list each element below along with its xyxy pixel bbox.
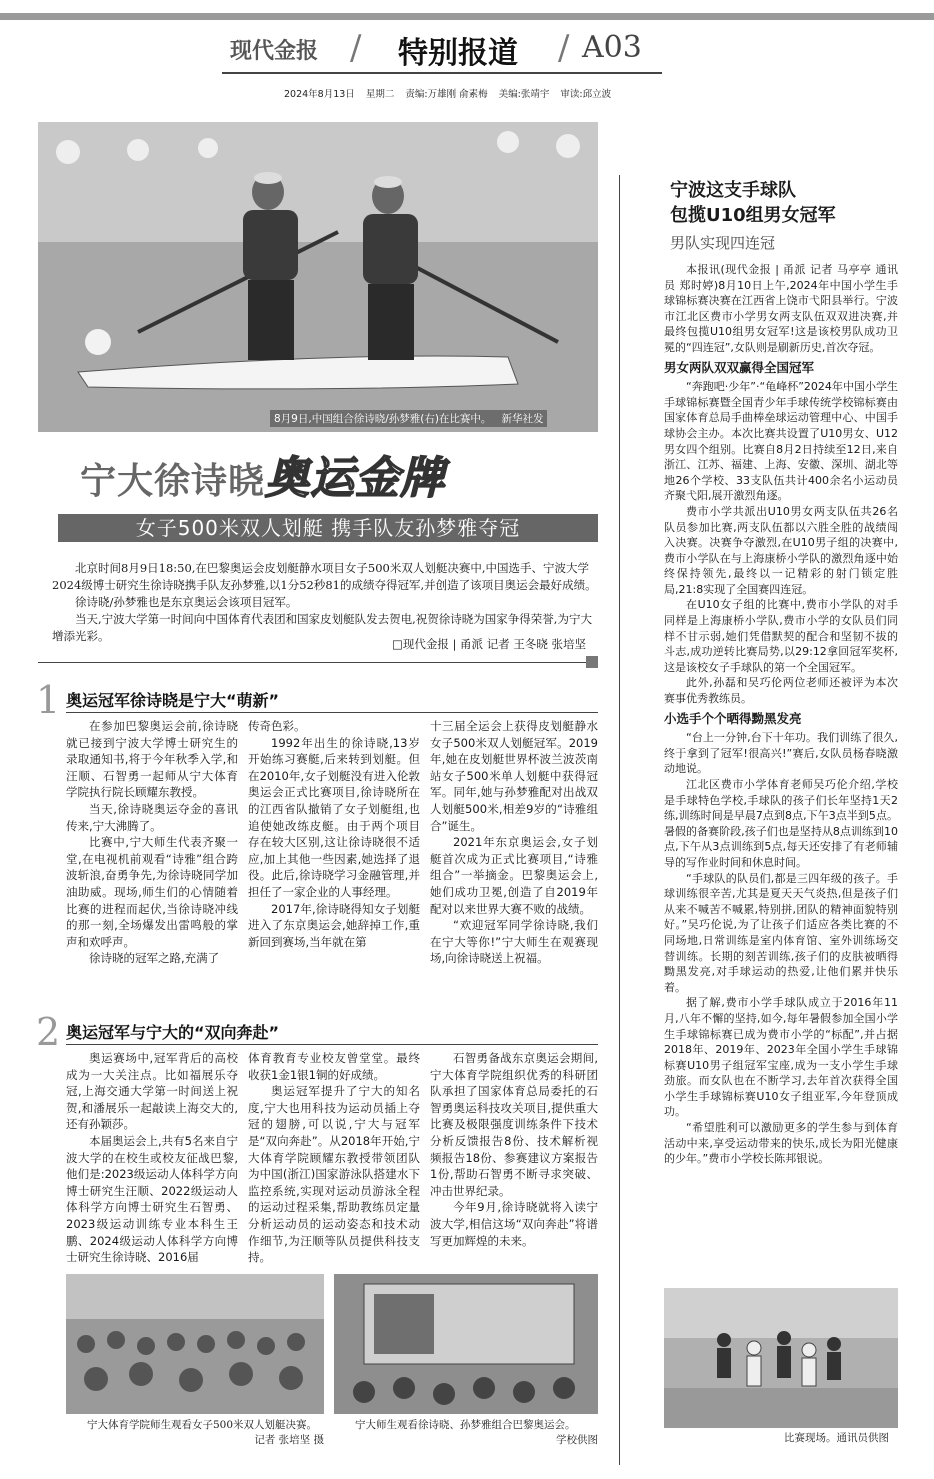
lead-paragraphs [52, 560, 600, 645]
viewing-illustration [334, 1274, 598, 1414]
section-name: 特别报道 [398, 36, 518, 71]
right-story-body [664, 262, 898, 1167]
right-story-title [670, 178, 836, 228]
paragraph: “台上一分钟,台下十年功。我们训练了很久,终于拿到了冠军!很高兴!”赛后,女队员杨春晓激动地说。 [664, 731, 898, 776]
headline-part2: 奥运金牌 [265, 453, 446, 504]
viewing-photo [334, 1274, 598, 1414]
paragraph: “欢迎冠军同学徐诗晓,我们在宁大等你!”宁大师生在观赛现场,向徐诗晓送上祝福。 [430, 918, 598, 966]
section1-column-3 [430, 718, 598, 967]
paragraph: 在U10女子组的比赛中,费市小学队的对手同样是上海康桥小学队,费市小学的女队员们同样不甘示弱,她们凭借默契的配合和坚韧不拔的斗志,成功逆转比赛局势,以29:12拿回冠军奖杯,这是该校女子手球队的第一个全国冠军。 [664, 598, 898, 674]
masthead-rule [222, 72, 662, 74]
paragraph: 在参加巴黎奥运会前,徐诗晓就已接到宁波大学博士研究生的录取通知书,将于今年秋季入学,和汪顺、石智勇一起师从宁大体育学院执行院长顾耀东教授。 [66, 719, 238, 800]
masthead [222, 28, 662, 72]
issue-weekday: 星期二 [365, 89, 395, 100]
paragraph: 2021年东京奥运会,女子划艇首次成为正式比赛项目,“诗雅组合”一举摘金。巴黎奥运会上,她们成功卫冕,创造了自2019年配对以来世界大赛不败的战绩。 [430, 835, 598, 916]
headline [80, 442, 445, 506]
audience-illustration [66, 1274, 324, 1414]
caption-text: 8月9日,中国组合徐诗晓/孙梦雅(右)在比赛中。 [274, 413, 492, 425]
top-bar [0, 13, 934, 20]
lead-paragraph: 当天,宁波大学第一时间向中国体育代表团和国家皮划艇队发去贺电,祝贺徐诗晓为国家争得荣誉,为宁大增添光彩。 [52, 612, 592, 643]
paragraph: 传奇色彩。 [248, 719, 306, 733]
title-line: 包揽U10组男女冠军 [670, 205, 836, 226]
title-line: 宁波这支手球队 [670, 180, 796, 201]
paragraph: 费市小学共派出U10男女两支队伍共26名队员参加比赛,两支队伍都以六胜全胜的战绩闯入决赛。决赛争夺激烈,在U10男子组的决赛中,费市小学队在与上海康桥小学队的激烈角逐中始终保持领先,最终以一记精彩的射门锁定胜局,21:8实现了全国赛四连冠。 [664, 504, 898, 596]
section2-column-3 [430, 1050, 598, 1249]
paragraph: 据了解,费市小学手球队成立于2016年11月,八年不懈的坚持,如今,每年暑假参加全国小学生手球锦标赛已成为费市小学的“标配”,并占据2018年、2019年、2023年全国小学生手球锦标赛U10男子组冠军宝座,成为一支小学生手球劲旅。而女队也在不断学习,去年首次获得全国小学生手球锦标赛U10女子组亚军,今年登顶成功。 [664, 996, 898, 1119]
designer: 美编:张靖宇 [498, 89, 550, 100]
subheading: 小选手个个晒得黝黑发亮 [664, 710, 802, 726]
section-rule [66, 1044, 598, 1045]
handball-photo-caption: 比赛现场。通讯员供图 [784, 1432, 889, 1444]
page-number: A03 [582, 30, 642, 65]
photo-credit: 学校供图 [556, 1434, 598, 1446]
paragraph: 奥运赛场中,冠军背后的高校成为一大关注点。比如福展乐夺冠,上海交通大学第一时间送上祝贺,和潘展乐一起敲读上海交大的,还有孙颖莎。 [66, 1051, 238, 1132]
section-title: 奥运冠军与宁大的“双向奔赴” [66, 1023, 280, 1042]
paragraph: 石智勇备战东京奥运会期间,宁大体育学院组织优秀的科研团队承担了国家体育总局委托的石智勇奥运科技攻关项目,提供重大比赛及极限强度训练条件下技术分析反馈报告8份、技术解析视频报告18份、参赛建议方案报告1份,帮助石智勇不断寻求突破、冲击世界纪录。 [430, 1051, 598, 1198]
right-photo-caption [334, 1418, 598, 1448]
right-story-subtitle: 男队实现四连冠 [670, 234, 776, 252]
paragraph: 1992年出生的徐诗晓,13岁开始练习赛艇,后来转到划艇。但在2010年,女子划艇没有进入伦敦奥运会正式比赛项目,徐诗晓所在的江西省队撤销了女子划艇组,也追使她改练皮艇。由于两个项目存在较大区别,这让徐诗晓很不适应,加上其他一些因素,她选择了退役。此后,徐诗晓学习金融管理,并担任了一家企业的人事经理。 [248, 735, 420, 899]
paragraph: “奔跑吧·少年”·“龟峰杯”2024年中国小学生手球锦标赛暨全国青少年手球传统学校锦标赛由国家体育总局手曲棒垒球运动管理中心、中国手球协会主办。本次比赛共设置了U10男女、U12男女四个组别。比赛自8月2日持续至12日,来自浙江、江苏、福建、上海、安徽、深圳、湖北等地26个学校、33支队伍共计400余名小运动员齐聚弋阳,展开激烈角逐。 [664, 380, 898, 503]
dateline [284, 86, 664, 100]
section2-column-1 [66, 1050, 238, 1266]
main-photo-caption [270, 410, 547, 427]
paragraph: 徐诗晓的冠军之路,充满了 [89, 951, 220, 966]
paragraph: 十三届全运会上获得皮划艇静水女子500米双人划艇冠军。2019年,她在皮划艇世界杯波兰波茨南站女子500米单人划艇中获得冠军。同年,她与孙梦雅配对出战双人划艇500米,相差9岁的“诗雅组合”诞生。 [430, 719, 598, 833]
paragraph: 此外,孙磊和吴巧伦两位老师还被评为本次赛事优秀教练员。 [664, 676, 898, 706]
section2-column-2 [248, 1050, 420, 1266]
paragraph: 比赛中,宁大师生代表齐聚一堂,在电视机前观看“诗雅”组合跨波斩浪,奋勇争先,为徐诗晓同学加油助威。现场,师生们的心情随着比赛的进程而起伏,当徐诗晓冲线的那一刻,全场爆发出雷鸣般的掌声和欢呼声。 [66, 835, 238, 949]
paragraph: 本报讯(现代金报 | 甬派 记者 马亭亭 通讯员 郑时婷)8月10日上午,2024年中国小学生手球锦标赛决赛在江西省上饶市弋阳县举行。宁波市江北区费市小学男女两支队伍双双进决赛,并最终包揽U10组男女冠军!这是该校男队成功卫冕的“四连冠”,女队则是刷新历史,首次夺冠。 [664, 263, 898, 354]
paragraph: 当天,徐诗晓奥运夺金的喜讯传来,宁大沸腾了。 [66, 801, 238, 833]
paragraph: 2017年,徐诗晓得知女子划艇进入了东京奥运会,她辞掉工作,重新回到赛场,当年就在第 [248, 901, 420, 949]
masthead-divider: / [350, 28, 362, 68]
photo-credit: 记者 张培坚 摄 [254, 1434, 324, 1446]
byline: □现代金报 | 甬派 记者 王冬晓 张培坚 [392, 637, 587, 651]
paragraph: 奥运冠军提升了宁大的知名度,宁大也用科技为运动员插上夺冠的翅膀,可以说,宁大与冠军是“双向奔赴”。从2018年开始,宁大体育学院顾耀东教授带领团队为中国(浙江)国家游泳队搭建水下监控系统,实现对运动员游泳全程的运动过程采集,帮助教练员定量分析运动员的运动姿态和技术动作细节,为汪顺等队员提供科技支持。 [248, 1084, 420, 1265]
paragraph: 江北区费市小学体育老师吴巧伦介绍,学校是手球特色学校,手球队的孩子们长年坚持1天2练,训练时间是早晨7点到8点,下午3点半到5点。暑假的备赛阶段,孩子们也是坚持从8点训练到10点,下午从3点训练到5点,每天还安排了有老师辅导的写作业时间和休息时间。 [664, 778, 898, 869]
paragraph: “希望胜利可以激励更多的学生参与到体育活动中来,享受运动带来的快乐,成长为阳光健康的少年。”费市小学校长陈邦银说。 [664, 1121, 898, 1166]
divider [38, 662, 598, 663]
photo-credit: 新华社发 [501, 413, 544, 425]
section-title: 奥运冠军徐诗晓是宁大“萌新” [66, 691, 280, 710]
proofreader: 审读:邱立波 [560, 89, 612, 100]
caption-text: 宁大师生观看徐诗晓、孙梦雅组合巴黎奥运会。 [355, 1419, 576, 1431]
paragraph: 今年9月,徐诗晓就将入读宁波大学,相信这场“双向奔赴”将谱写更加辉煌的未来。 [430, 1200, 598, 1248]
issue-date: 2024年8月13日 [284, 89, 355, 100]
section-rule [66, 712, 598, 713]
column-rule [619, 175, 620, 1465]
divider-box [586, 656, 598, 668]
section-number: 2 [36, 1010, 61, 1054]
subheadline: 女子500米双人划艇 携手队友孙梦雅夺冠 [58, 514, 598, 542]
paragraph: 本届奥运会上,共有5名来自宁波大学的在校生或校友征战巴黎,他们是:2023级运动人体科学方向博士研究生汪顺、2022级运动人体科学方向博士研究生石智勇、2023级运动训练专业本科生王鹏、2024级运动人体科学方向博士研究生徐诗晓、2016届 [66, 1133, 238, 1265]
lead-paragraph: 北京时间8月9日18:50,在巴黎奥运会皮划艇静水项目女子500米双人划艇决赛中,中国选手、宁波大学2024级博士研究生徐诗晓携手队友孙梦雅,以1分52秒81的成绩夺得冠军,并创造了该项目奥运会最好成绩。 [52, 561, 597, 592]
handball-illustration [664, 1288, 898, 1428]
section1-column-1 [66, 718, 238, 967]
audience-photo [66, 1274, 324, 1414]
canoe-race-illustration [38, 122, 598, 432]
main-photo [38, 122, 598, 432]
newspaper-name: 现代金报 [230, 38, 319, 64]
section-number: 1 [36, 678, 61, 722]
caption-text: 宁大体育学院师生观看女子500米双人划艇决赛。 [87, 1419, 318, 1431]
paragraph: “手球队的队员们,都是三四年级的孩子。手球训练很辛苦,尤其是夏天天气炎热,但是孩子们从来不喊苦不喊累,特别拼,团队的精神面貌特别好。”吴巧伦说,为了让孩子们适应各类比赛的不同场地,日常训练是室内体育馆、室外训练场交替训练。长期的刻苦训练,孩子们的皮肤被晒得黝黑发亮,对手球运动的热爱,让他们累并快乐着。 [664, 871, 898, 994]
paragraph: 体育教育专业校友曾堂堂。最终收获1金1银1铜的好成绩。 [248, 1051, 420, 1082]
section1-column-2 [248, 718, 420, 950]
subheading: 男女两队双双赢得全国冠军 [664, 359, 815, 375]
lead-paragraph: 徐诗晓/孙梦雅也是东京奥运会该项目冠军。 [75, 595, 298, 609]
handball-photo [664, 1288, 898, 1428]
masthead-divider: / [558, 28, 570, 68]
headline-part1: 宁大徐诗晓 [80, 460, 266, 502]
editors: 责编:万雄刚 俞素梅 [405, 89, 488, 100]
left-photo-caption [66, 1418, 324, 1448]
